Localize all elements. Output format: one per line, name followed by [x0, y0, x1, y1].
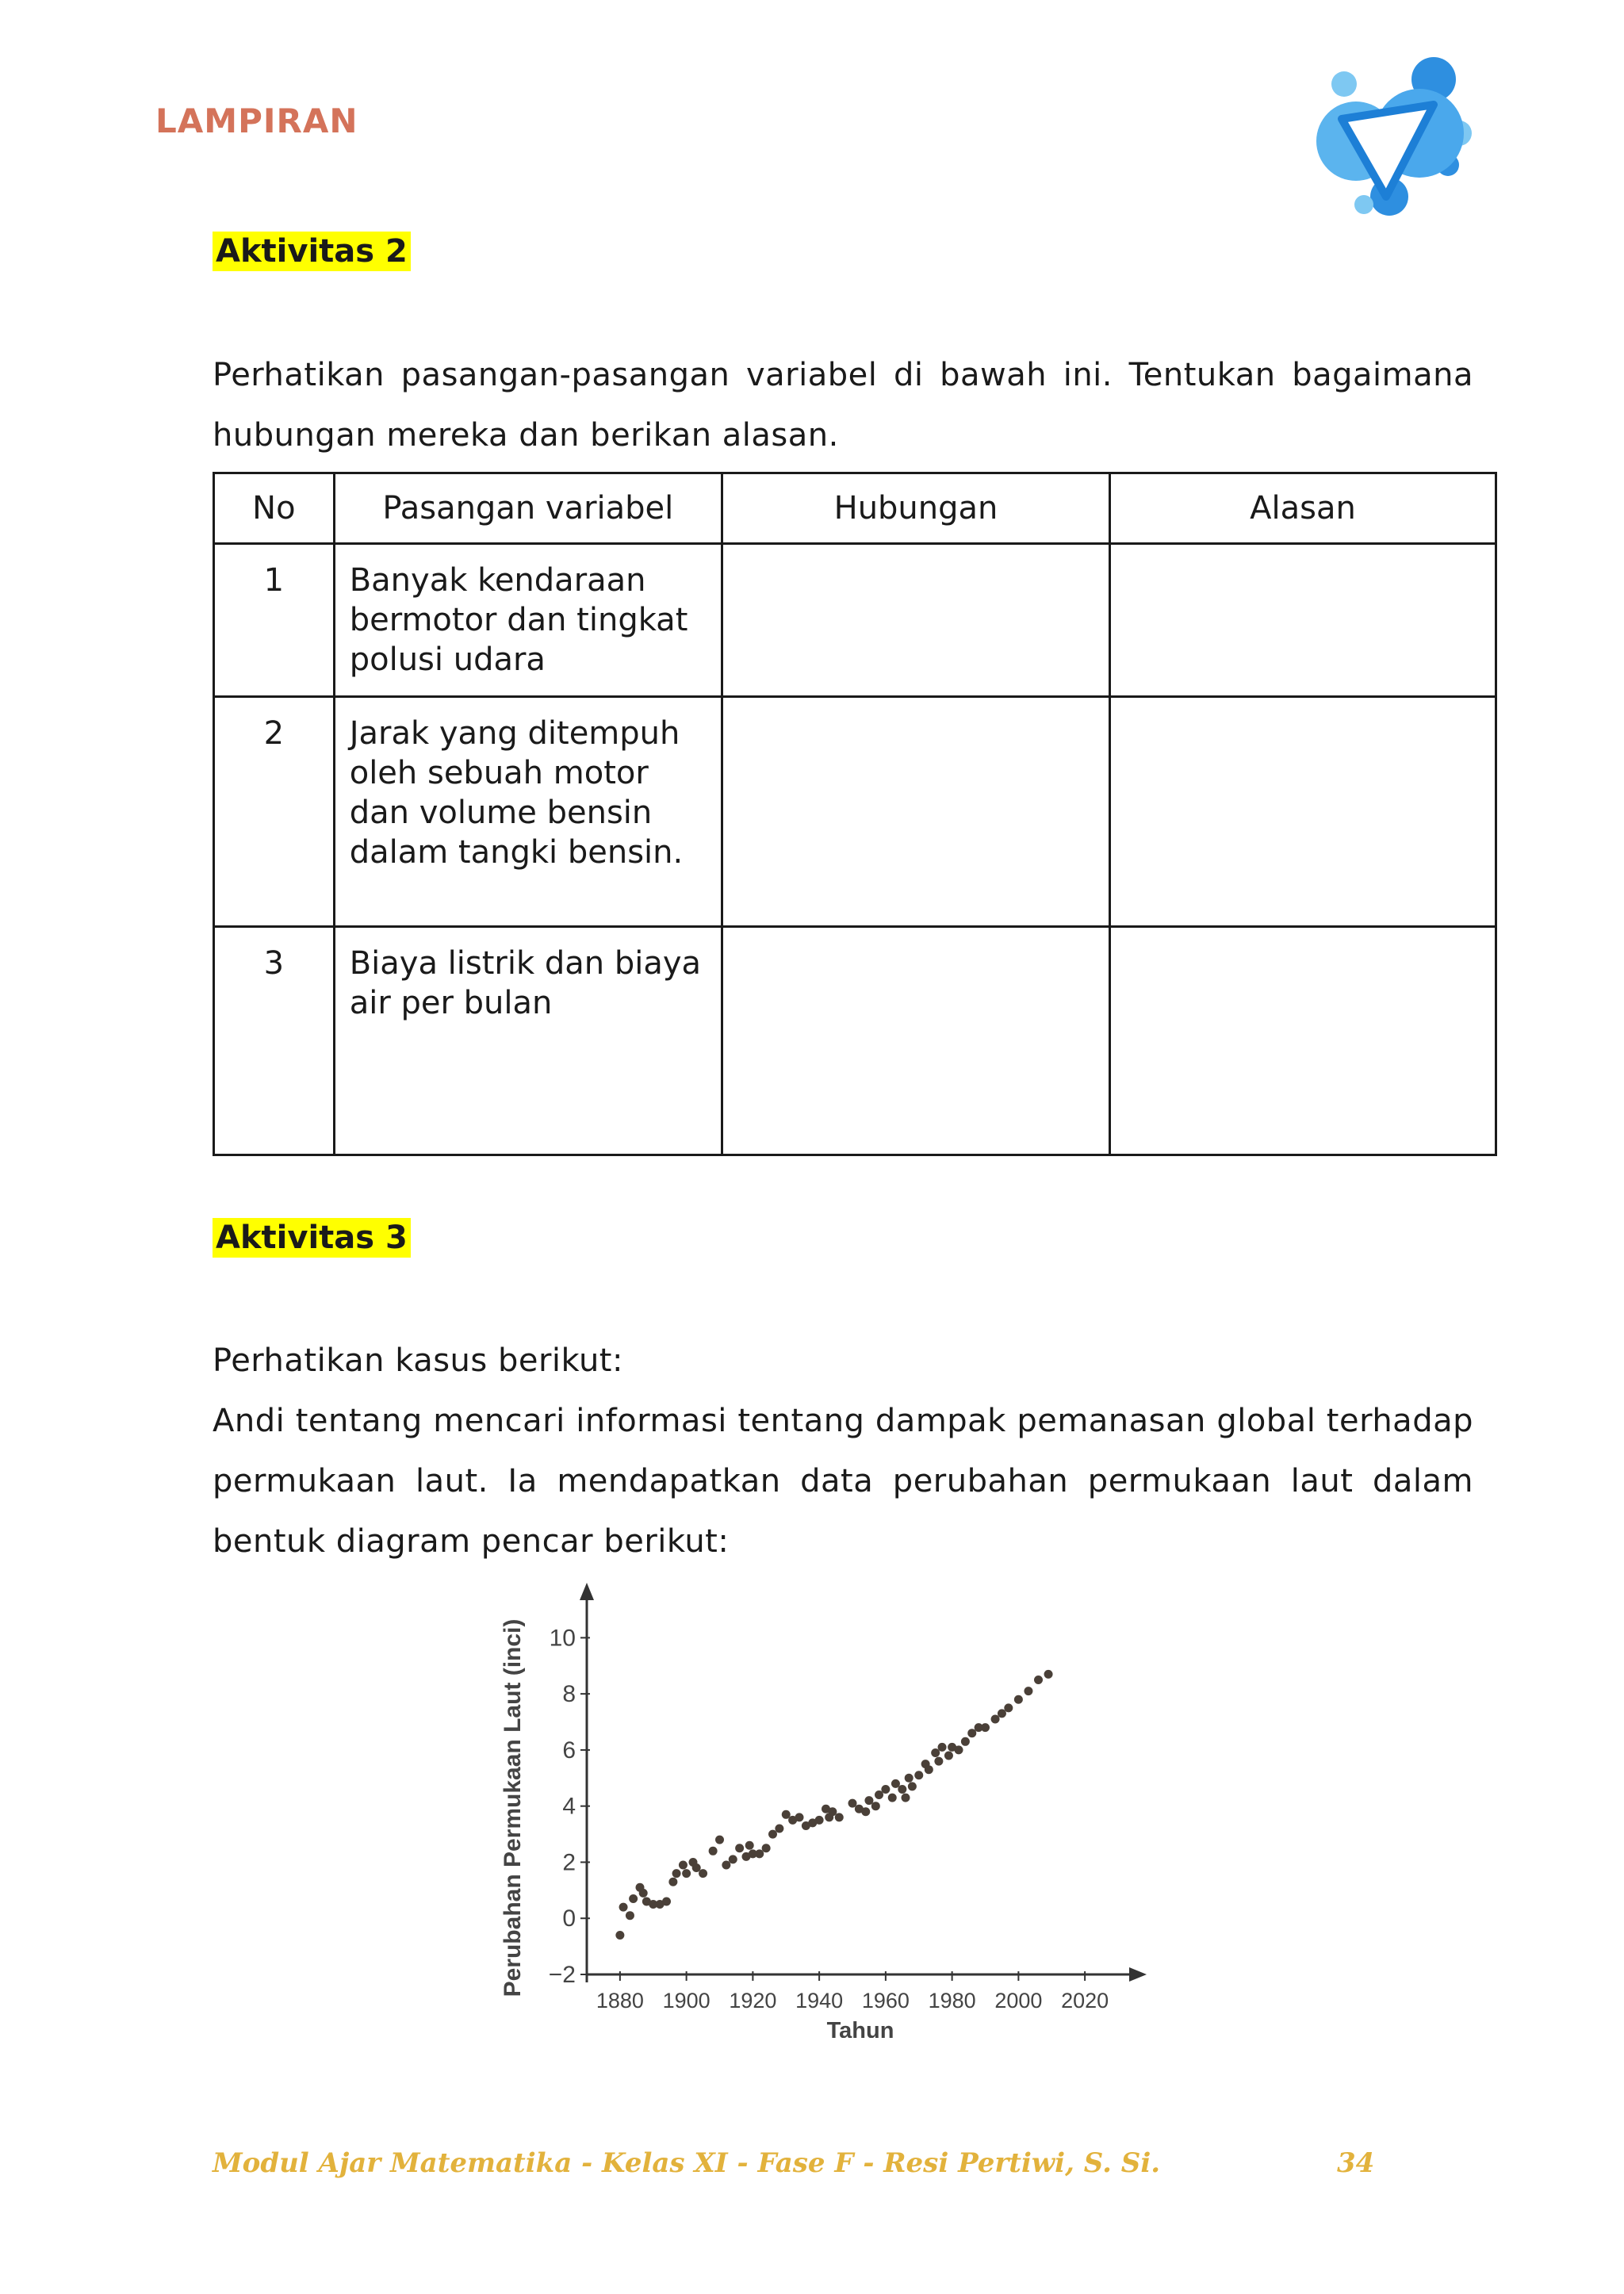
activity-3-title: Aktivitas 3	[213, 1218, 411, 1258]
module-logo-icon	[1300, 46, 1483, 228]
table-row	[214, 544, 1496, 697]
data-point	[762, 1844, 771, 1852]
activity-3-text	[213, 1331, 1473, 1572]
data-point	[692, 1863, 701, 1872]
footer-page-number: 34	[1337, 2147, 1375, 2179]
data-point	[699, 1869, 707, 1878]
variable-pair-cell: Jarak yang ditempuh oleh sebuah motor dan volume bensin dalam tangki bensin.	[334, 697, 722, 927]
data-point	[1024, 1687, 1032, 1695]
table-header-row	[214, 473, 1496, 544]
data-point	[668, 1878, 677, 1886]
data-point	[1014, 1695, 1023, 1704]
activity-2-intro: Perhatikan pasangan-pasangan variabel di bawah ini. Tentukan bagaimana hubungan mereka dan berikan alasan.	[213, 357, 1473, 454]
data-point	[875, 1790, 883, 1799]
data-point	[815, 1816, 824, 1825]
data-point	[828, 1807, 837, 1816]
data-point	[626, 1911, 634, 1920]
data-point	[931, 1748, 940, 1757]
footer-module-title: Modul Ajar Matematika - Kelas XI - Fase F - Resi Pertiwi, S. Si.	[213, 2147, 1161, 2179]
column-header-pair: Pasangan variabel	[334, 473, 722, 544]
y-tick-label: 4	[562, 1793, 576, 1820]
data-point	[639, 1889, 648, 1898]
column-header-no: No	[214, 473, 335, 544]
data-point	[944, 1752, 953, 1760]
reason-cell[interactable]	[1110, 697, 1496, 927]
variable-pairs-table	[213, 472, 1497, 1156]
data-point	[871, 1802, 880, 1810]
data-point	[755, 1849, 764, 1858]
data-point	[662, 1898, 671, 1906]
data-point	[861, 1807, 870, 1816]
data-point	[619, 1903, 628, 1912]
data-point	[735, 1844, 744, 1852]
y-axis-arrow-icon	[580, 1583, 594, 1600]
relation-cell[interactable]	[722, 544, 1109, 697]
data-point	[672, 1869, 681, 1878]
variable-pair-cell: Biaya listrik dan biaya air per bulan	[334, 927, 722, 1155]
data-point	[709, 1847, 718, 1855]
data-point	[775, 1825, 783, 1833]
data-point	[768, 1830, 777, 1839]
y-tick-label: 10	[549, 1625, 576, 1652]
data-point	[905, 1774, 914, 1783]
data-point	[981, 1723, 990, 1732]
data-point	[864, 1796, 873, 1805]
data-point	[795, 1813, 804, 1821]
reason-cell[interactable]	[1110, 544, 1496, 697]
activity-3-line-2: Andi tentang mencari informasi tentang dampak pemanasan global terhadap permukaan laut. Ia mendapatkan data perubahan permukaan laut dalam bentuk diagram pencar berikut:	[213, 1403, 1473, 1560]
column-header-reason: Alasan	[1110, 473, 1496, 544]
y-tick-label: −2	[548, 1962, 576, 1988]
y-tick-label: 0	[562, 1905, 576, 1932]
reason-cell[interactable]	[1110, 927, 1496, 1155]
data-point	[967, 1729, 976, 1737]
data-point	[908, 1782, 917, 1790]
data-point	[991, 1715, 1000, 1724]
data-point	[729, 1855, 737, 1863]
data-point	[848, 1799, 857, 1808]
data-point	[615, 1931, 624, 1940]
data-point	[629, 1894, 638, 1903]
x-tick-label: 1920	[729, 1989, 777, 2013]
x-tick-label: 1940	[795, 1989, 844, 2013]
relation-cell[interactable]	[722, 927, 1109, 1155]
data-point	[679, 1861, 688, 1870]
x-axis-label: Tahun	[826, 2018, 894, 2038]
y-tick-label: 2	[562, 1849, 576, 1876]
x-tick-label: 1980	[928, 1989, 976, 2013]
y-tick-label: 8	[562, 1681, 576, 1708]
data-point	[898, 1785, 906, 1794]
row-number: 3	[214, 927, 335, 1155]
y-tick-label: 6	[562, 1737, 576, 1764]
x-tick-label: 1880	[596, 1989, 644, 2013]
column-header-relation: Hubungan	[722, 473, 1109, 544]
data-point	[961, 1737, 970, 1746]
relation-cell[interactable]	[722, 697, 1109, 927]
data-point	[835, 1813, 844, 1821]
data-point	[888, 1794, 897, 1802]
data-point	[682, 1869, 691, 1878]
data-point	[925, 1765, 933, 1774]
table-row	[214, 697, 1496, 927]
data-point	[722, 1861, 730, 1870]
row-number: 1	[214, 544, 335, 697]
data-point	[745, 1841, 754, 1850]
data-point	[881, 1785, 890, 1794]
data-point	[891, 1779, 900, 1788]
data-point	[1044, 1670, 1053, 1679]
x-tick-label: 2020	[1061, 1989, 1109, 2013]
data-point	[715, 1836, 724, 1844]
row-number: 2	[214, 697, 335, 927]
table-row	[214, 927, 1496, 1155]
activity-2-title: Aktivitas 2	[213, 232, 411, 271]
data-point	[902, 1794, 910, 1802]
data-point	[934, 1757, 943, 1766]
x-tick-label: 1900	[662, 1989, 710, 2013]
data-point	[938, 1743, 947, 1752]
data-point	[914, 1771, 923, 1779]
header-label: LAMPIRAN	[155, 101, 358, 140]
sea-level-scatter-chart	[484, 1578, 1150, 2038]
y-axis-label: Perubahan Permukaan Laut (inci)	[500, 1618, 526, 1997]
x-tick-label: 2000	[994, 1989, 1043, 2013]
x-tick-label: 1960	[861, 1989, 910, 2013]
data-point	[1004, 1703, 1013, 1712]
data-point	[782, 1810, 791, 1819]
data-point	[1034, 1676, 1043, 1684]
activity-3-line-1: Perhatikan kasus berikut:	[213, 1342, 623, 1379]
data-point	[998, 1709, 1006, 1718]
x-axis-arrow-icon	[1129, 1967, 1147, 1982]
variable-pair-cell: Banyak kendaraan bermotor dan tingkat polusi udara	[334, 544, 722, 697]
data-point	[955, 1745, 963, 1754]
